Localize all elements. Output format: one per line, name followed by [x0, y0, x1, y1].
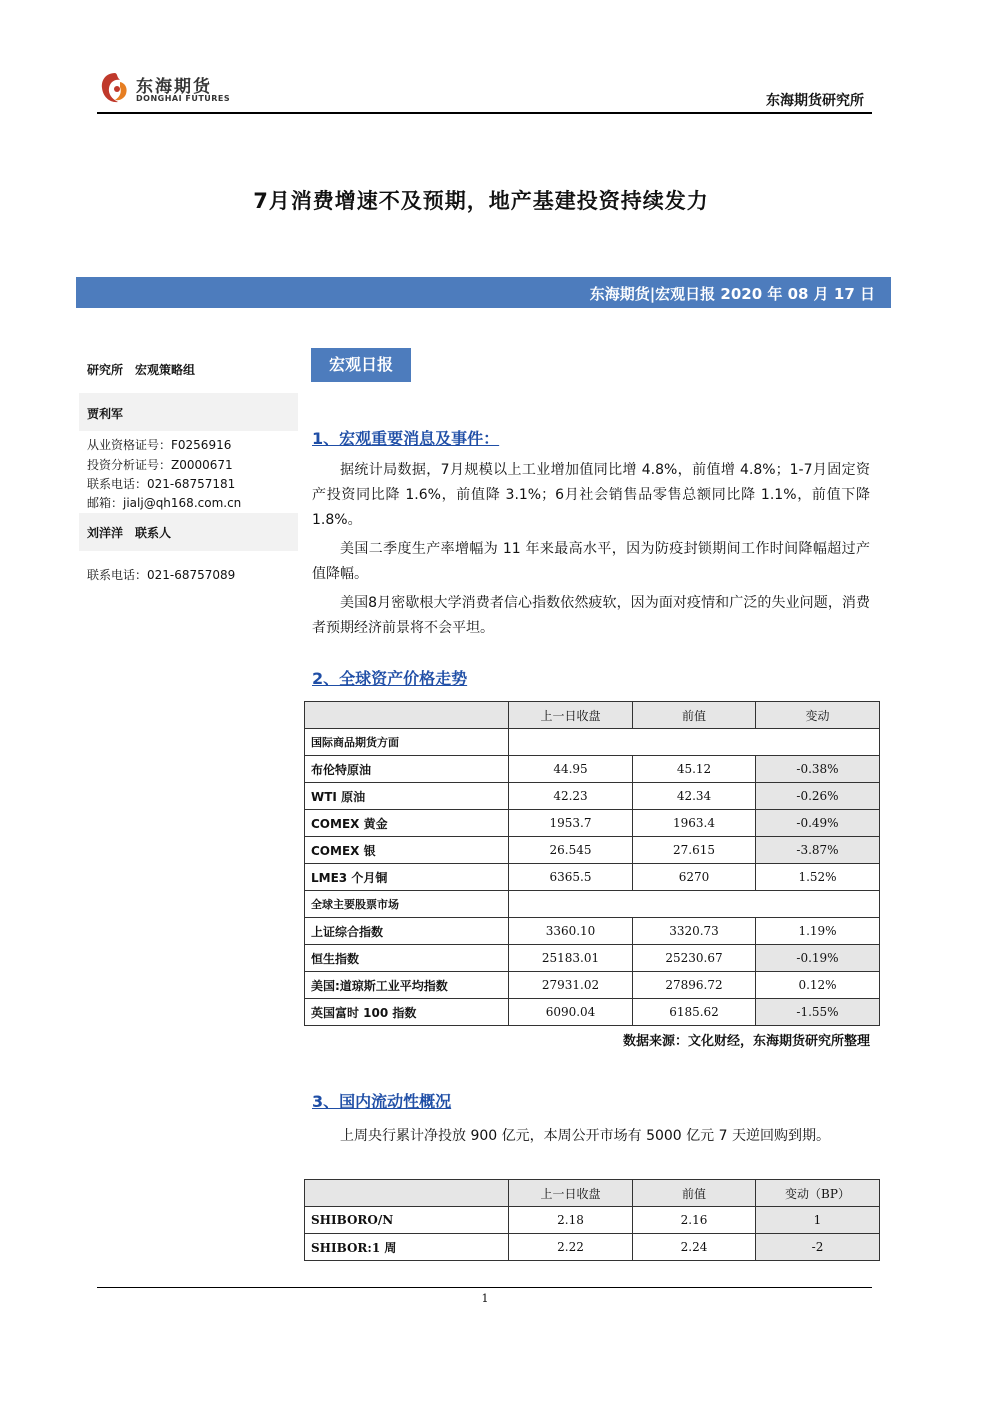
asset-name: 恒生指数: [305, 945, 509, 972]
prev-close: 42.23: [509, 783, 633, 810]
change: 1.52%: [756, 864, 880, 891]
change-bp: -2: [756, 1234, 880, 1261]
section1-paragraph-3: 美国8月密歇根大学消费者信心指数依然疲软，因为面对疫情和广泛的失业问题，消费者预期经济前景将不会平坦。: [312, 595, 870, 636]
previous-value: 42.34: [633, 783, 756, 810]
analyst1-phone: 联系电话：021-68757181: [87, 477, 236, 491]
asset-name: LME3 个月铜: [305, 864, 509, 891]
previous-value: 2.24: [633, 1234, 756, 1261]
table-header-cell: [305, 702, 509, 729]
table-row: [305, 837, 880, 864]
report-title: 7月消费增速不及预期，地产基建投资持续发力: [253, 189, 709, 213]
analyst2-phone: 联系电话：021-68757089: [87, 568, 236, 582]
report-type-tag: 宏观日报: [311, 348, 411, 382]
table-row: [305, 864, 880, 891]
table-header-cell: [305, 1180, 509, 1207]
table-row: [305, 1234, 880, 1261]
section1-title: 1、宏观重要消息及事件：: [312, 429, 500, 448]
prev-close: 6090.04: [509, 999, 633, 1026]
previous-value: 6185.62: [633, 999, 756, 1026]
previous-value: 27896.72: [633, 972, 756, 999]
prev-close: 1953.7: [509, 810, 633, 837]
change: -1.55%: [756, 999, 880, 1026]
analyst1-name: 贾利军: [87, 407, 124, 421]
table-row: [305, 783, 880, 810]
prev-close: 25183.01: [509, 945, 633, 972]
data-source-note: 数据来源：文化财经，东海期货研究所整理: [622, 1034, 870, 1049]
company-logo: [98, 70, 231, 110]
asset-name: COMEX 黄金: [305, 810, 509, 837]
table-header-cell: 上一日收盘: [509, 702, 633, 729]
prev-close: 44.95: [509, 756, 633, 783]
table-category-row: [305, 729, 880, 756]
previous-value: 3320.73: [633, 918, 756, 945]
table-header-cell: 变动: [756, 702, 880, 729]
table-row: [305, 972, 880, 999]
category-label: 国际商品期货方面: [305, 729, 509, 756]
asset-name: 英国富时 100 指数: [305, 999, 509, 1026]
prev-close: 2.18: [509, 1207, 633, 1234]
category-spacer: [509, 729, 880, 756]
analyst1-qualification: 从业资格证号：F0256916: [87, 438, 232, 452]
asset-name: 美国:道琼斯工业平均指数: [305, 972, 509, 999]
previous-value: 2.16: [633, 1207, 756, 1234]
analyst1-investment-license: 投资分析证号：Z0000671: [87, 458, 233, 472]
table-header-cell: 前值: [633, 702, 756, 729]
header-divider: [97, 112, 872, 114]
table-row: [305, 810, 880, 837]
change: -3.87%: [756, 837, 880, 864]
previous-value: 25230.67: [633, 945, 756, 972]
analyst2-name-box: [79, 513, 298, 551]
liquidity-table: [304, 1179, 880, 1261]
logo-chinese-text: 东海期货: [136, 77, 212, 97]
change-bp: 1: [756, 1207, 880, 1234]
table-row: [305, 918, 880, 945]
footer-divider: [97, 1287, 872, 1288]
analyst1-name-box: [79, 393, 298, 431]
dragon-logo-icon: [98, 70, 132, 106]
change: -0.26%: [756, 783, 880, 810]
asset-name: WTI 原油: [305, 783, 509, 810]
prev-close: 26.545: [509, 837, 633, 864]
section3-paragraph: 上周央行累计净投放 900 亿元，本周公开市场有 5000 亿元 7 天逆回购到期。: [340, 1128, 830, 1144]
page-number: 1: [481, 1292, 489, 1305]
sidebar-dept: 研究所 宏观策略组: [87, 363, 196, 377]
banner-text: 东海期货|宏观日报 2020 年 08 月 17 日: [589, 285, 875, 303]
change: -0.38%: [756, 756, 880, 783]
table-row: [305, 945, 880, 972]
rate-name: SHIBORO/N: [305, 1207, 509, 1234]
asset-price-table: [304, 701, 880, 1026]
category-label: 全球主要股票市场: [305, 891, 509, 918]
prev-close: 3360.10: [509, 918, 633, 945]
table-header-row: [305, 1180, 880, 1207]
category-spacer: [509, 891, 880, 918]
asset-name: 上证综合指数: [305, 918, 509, 945]
prev-close: 27931.02: [509, 972, 633, 999]
analyst2-name: 刘洋洋 联系人: [87, 526, 172, 540]
prev-close: 2.22: [509, 1234, 633, 1261]
section2-title: 2、全球资产价格走势: [312, 669, 468, 688]
table-header-row: [305, 702, 880, 729]
table-header-cell: 变动（BP）: [756, 1180, 880, 1207]
table-row: [305, 756, 880, 783]
rate-name: SHIBOR:1 周: [305, 1234, 509, 1261]
change: -0.19%: [756, 945, 880, 972]
previous-value: 27.615: [633, 837, 756, 864]
table-category-row: [305, 891, 880, 918]
previous-value: 45.12: [633, 756, 756, 783]
asset-name: 布伦特原油: [305, 756, 509, 783]
table-header-cell: 上一日收盘: [509, 1180, 633, 1207]
logo-english-text: DONGHAI FUTURES: [136, 94, 231, 103]
change: 0.12%: [756, 972, 880, 999]
prev-close: 6365.5: [509, 864, 633, 891]
section3-title: 3、国内流动性概况: [312, 1092, 452, 1111]
asset-name: COMEX 银: [305, 837, 509, 864]
table-header-cell: 前值: [633, 1180, 756, 1207]
section1-paragraph-1: 据统计局数据，7月规模以上工业增加值同比增 4.8%，前值增 4.8%；1-7月固定资产投资同比降 1.6%，前值降 3.1%；6月社会销售品零售总额同比降 1.1%，前值下降 1.8%。: [312, 462, 870, 528]
table-row: [305, 1207, 880, 1234]
change: -0.49%: [756, 810, 880, 837]
table-row: [305, 999, 880, 1026]
change: 1.19%: [756, 918, 880, 945]
previous-value: 1963.4: [633, 810, 756, 837]
previous-value: 6270: [633, 864, 756, 891]
header-org: 东海期货研究所: [766, 93, 864, 109]
analyst1-email[interactable]: 邮箱：jialj@qh168.com.cn: [87, 496, 242, 510]
section1-paragraph-2: 美国二季度生产率增幅为 11 年来最高水平，因为防疫封锁期间工作时间降幅超过产值降幅。: [312, 541, 870, 582]
date-banner: [76, 277, 891, 308]
